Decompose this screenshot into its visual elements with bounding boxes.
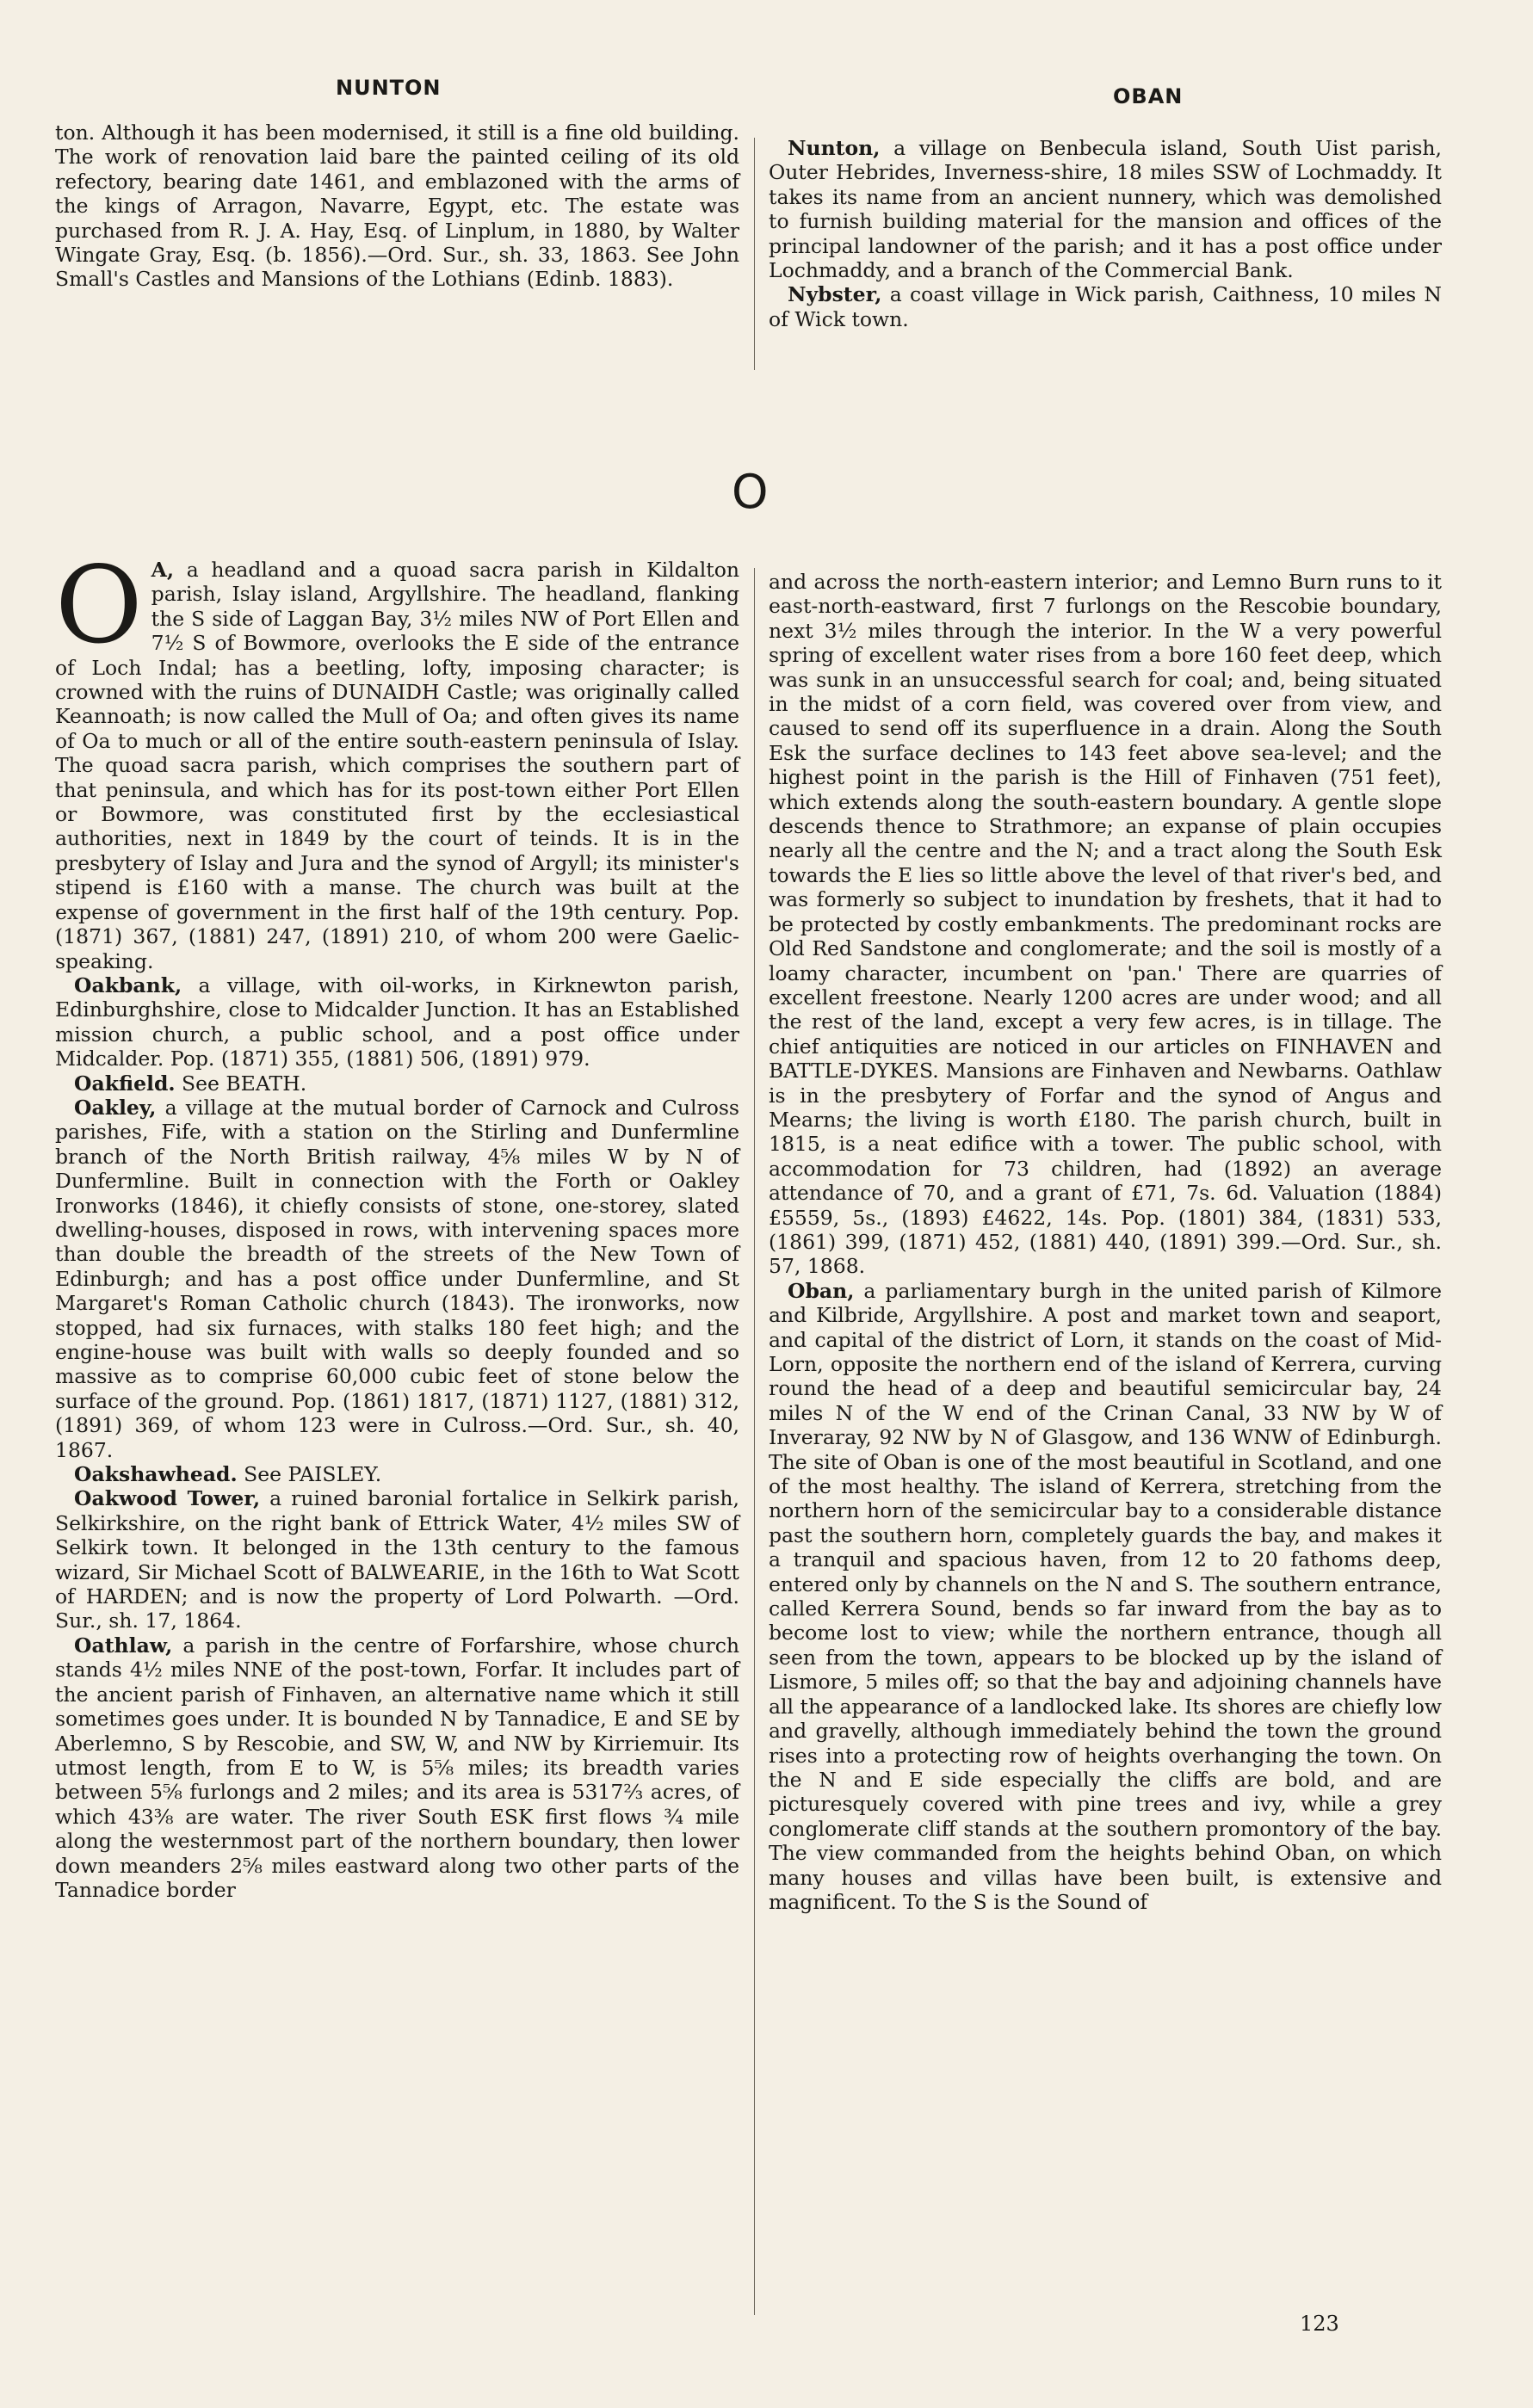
- entry-oakfield: [55, 1071, 739, 1096]
- entry-text: a ruined baronial fortalice in Selkirk parish, Selkirkshire, on the right bank of Ettrick Water, 4½ miles SW of Selkirk town. It belonged in the 13th century to the famous wizard, Sir Michael Scott of BALWEARIE, in the 16th to Wat Scott of HARDEN; and is now the property of Lord Polwarth. —Ord. Sur., sh. 17, 1864.: [55, 1486, 740, 1633]
- entry-text: a village on Benbecula island, South Uist parish, Outer Hebrides, Inverness-shire, 18 miles SSW of Lochmaddy. It takes its name from an ancient nunnery, which was demolished to furnish building material for the mansion and offices of the principal landowner of the parish; and it has a post office under Lochmaddy, and a branch of the Commercial Bank.: [769, 136, 1442, 283]
- continued-paragraph: ton. Although it has been modernised, it still is a fine old building. The work of renovation laid bare the painted ceiling of its old refectory, bearing date 1461, and emblazoned with the arms of the kings of Arragon, Navarre, Egypt, etc. The estate was purchased from R. J. A. Hay, Esq. of Linplum, in 1880, by Walter Wingate Gray, Esq. (b. 1856).—Ord. Sur., sh. 33, 1863. See John Small's Castles and Mansions of the Lothians (Edinb. 1883).: [55, 120, 739, 292]
- page-number: 123: [1300, 2312, 1339, 2336]
- entry-oathlaw-continued: [769, 570, 1442, 1279]
- entry-oakley: [55, 1096, 739, 1462]
- top-right-column: [769, 136, 1442, 331]
- entry-text: a coast village in Wick parish, Caithness, 10 miles N of Wick town.: [769, 282, 1442, 331]
- headword: A,: [151, 558, 175, 582]
- entry-nunton: [769, 136, 1442, 282]
- entry-oakwood-tower: [55, 1486, 739, 1633]
- entry-text: See PAISLEY.: [237, 1462, 382, 1487]
- running-head-left: NUNTON: [336, 76, 442, 100]
- entry-oathlaw: [55, 1633, 739, 1902]
- entry-nybster: [769, 282, 1442, 331]
- section-letter: O: [732, 465, 769, 519]
- entry-text: a village at the mutual border of Carnock and Culross parishes, Fife, with a station on the Stirling and Dunfermline branch of the North British railway, 4⅝ miles W by N of Dunfermline. Built in connection with the Forth or Oakley Ironworks (1846), it chiefly consists of stone, one-storey, slated dwelling-houses, disposed in rows, with intervening spaces more than double the breadth of the streets of the New Town of Edinburgh; and has a post office under Dunfermline, and St Margaret's Roman Catholic church (1843). The ironworks, now stopped, had six furnaces, with stalks 180 feet high; and the engine-house was built with walls so deeply founded and so massive as to comprise 60,000 cubic feet of stone below the surface of the ground. Pop. (1861) 1817, (1871) 1127, (1881) 312, (1891) 369, of whom 123 were in Culross.—Ord. Sur., sh. 40, 1867.: [55, 1095, 739, 1462]
- headword: Oakley,: [74, 1095, 157, 1120]
- top-left-column: [55, 120, 739, 292]
- headword: Nunton,: [788, 136, 881, 160]
- entry-text: a parliamentary burgh in the united parish of Kilmore and Kilbride, Argyllshire. A post and market town and seaport, and capital of the district of Lorn, it stands on the coast of Mid-Lorn, opposite the northern end of the island of Kerrera, curving round the head of a deep and beautiful semicircular bay, 24 miles N of the W end of the Crinan Canal, 33 NW by W of Inveraray, 92 NW by N of Glasgow, and 136 WNW of Edinburgh. The site of Oban is one of the most beautiful in Scotland, and one of the most healthy. The island of Kerrera, stretching from the northern horn of the semicircular bay to a considerable distance past the southern horn, completely guards the bay, and makes it a tranquil and spacious haven, from 12 to 20 fathoms deep, entered only by channels on the N and S. The southern entrance, called Kerrera Sound, bends so far inward from the bay as to become lost to view; while the northern entrance, though all seen from the town, appears to be blocked up by the island of Lismore, 5 miles off; so that the bay and adjoining channels have all the appearance of a landlocked lake. Its shores are chiefly low and gravelly, although immediately behind the town the ground rises into a protecting row of heights overhanging the town. On the N and E side especially the cliffs are bold, and are picturesquely covered with pine trees and ivy, while a grey conglomerate cliff stands at the southern promontory of the bay. The view commanded from the heights behind Oban, on which many houses and villas have been built, is extensive and magnificent. To the S is the Sound of: [769, 1278, 1442, 1914]
- headword: Nybster,: [788, 282, 882, 307]
- entry-text: See BEATH.: [175, 1071, 307, 1096]
- drop-cap: O: [55, 544, 143, 668]
- entry-oa: [55, 544, 739, 973]
- column-rule-top: [754, 138, 755, 370]
- main-left-column: [55, 544, 740, 1902]
- headword: Oban,: [788, 1278, 855, 1303]
- entry-text: a parish in the centre of Forfarshire, whose church stands 4½ miles NNE of the post-town, Forfar. It includes part of the ancient parish of Finhaven, an alternative name which it still sometimes goes under. It is bounded N by Tannadice, E and SE by Aberlemno, S by Rescobie, and SW, W, and NW by Kirriemuir. Its utmost length, from E to W, is 5⅝ miles; its breadth varies between 5⅝ furlongs and 2 miles; and its area is 5317⅔ acres, of which 43⅜ are water. The river South ESK first flows ¾ mile along the westernmost part of the northern boundary, then lower down meanders 2⅝ miles eastward along two other parts of the Tannadice border: [55, 1633, 739, 1902]
- headword: Oakfield.: [74, 1071, 176, 1096]
- column-rule-main: [754, 568, 755, 2315]
- entry-oban: [769, 1279, 1442, 1915]
- main-right-column: [769, 570, 1442, 1914]
- entry-oakbank: [55, 973, 739, 1071]
- headword: Oakbank,: [74, 972, 182, 997]
- headword: Oakshawhead.: [74, 1462, 238, 1487]
- headword: Oathlaw,: [74, 1633, 173, 1658]
- entry-text: and across the north-eastern interior; and Lemno Burn runs to it east-north-eastward, first 7 furlongs on the Rescobie boundary, next 3½ miles through the interior. In the W a very powerful spring of excellent water rises from a bore 160 feet deep, which was sunk in an unsuccessful search for coal; and, being situated in the midst of a corn field, was covered over from view, and caused to send off its superfluence in a drain. Along the South Esk the surface declines to 143 feet above sea-level; and the highest point in the parish is the Hill of Finhaven (751 feet), which extends along the south-eastern boundary. A gentle slope descends thence to Strathmore; an expanse of plain occupies nearly all the centre and the N; and a tract along the South Esk towards the E lies so little above the level of that river's bed, and was formerly so subject to inundation by freshets, that it had to be protected by costly embankments. The predominant rocks are Old Red Sandstone and conglomerate; and the soil is mostly of a loamy character, incumbent on 'pan.' There are quarries of excellent freestone. Nearly 1200 acres are under wood; and all the rest of the land, except a very few acres, is in tillage. The chief antiquities are noticed in our articles on FINHAVEN and BATTLE-DYKES. Mansions are Finhaven and Newbarns. Oathlaw is in the presbytery of Forfar and the synod of Angus and Mearns; the living is worth £180. The parish church, built in 1815, is a neat edifice with a tower. The public school, with accommodation for 73 children, had (1892) an average attendance of 70, and a grant of £71, 7s. 6d. Valuation (1884) £5559, 5s., (1893) £4622, 14s. Pop. (1801) 384, (1831) 533, (1861) 399, (1871) 452, (1881) 440, (1891) 399.—Ord. Sur., sh. 57, 1868.: [769, 570, 1442, 1279]
- running-head-right: OBAN: [1113, 84, 1184, 108]
- entry-oakshawhead: [55, 1462, 739, 1486]
- entry-text: a village, with oil-works, in Kirknewton parish, Edinburghshire, close to Midcalder Junction. It has an Established mission church, a public school, and a post office under Midcalder. Pop. (1871) 355, (1881) 506, (1891) 979.: [55, 972, 739, 1071]
- entry-text: a headland and a quoad sacra parish in Kildalton parish, Islay island, Argyllshire. The headland, flanking the S side of Laggan Bay, 3½ miles NW of Port Ellen and 7½ S of Bowmore, overlooks the E side of the entrance of Loch Indal; has a beetling, lofty, imposing character; is crowned with the ruins of DUNAIDH Castle; was originally called Keannoath; is now called the Mull of Oa; and often gives its name of Oa to much or all of the entire south-eastern peninsula of Islay. The quoad sacra parish, which comprises the southern part of that peninsula, and which has for its post-town either Port Ellen or Bowmore, was constituted first by the ecclesiastical authorities, next in 1849 by the court of teinds. It is in the presbytery of Islay and Jura and the synod of Argyll; its minister's stipend is £160 with a manse. The church was built at the expense of government in the first half of the 19th century. Pop. (1871) 367, (1881) 247, (1891) 210, of whom 200 were Gaelic-speaking.: [55, 558, 739, 973]
- headword: Oakwood Tower,: [74, 1486, 261, 1511]
